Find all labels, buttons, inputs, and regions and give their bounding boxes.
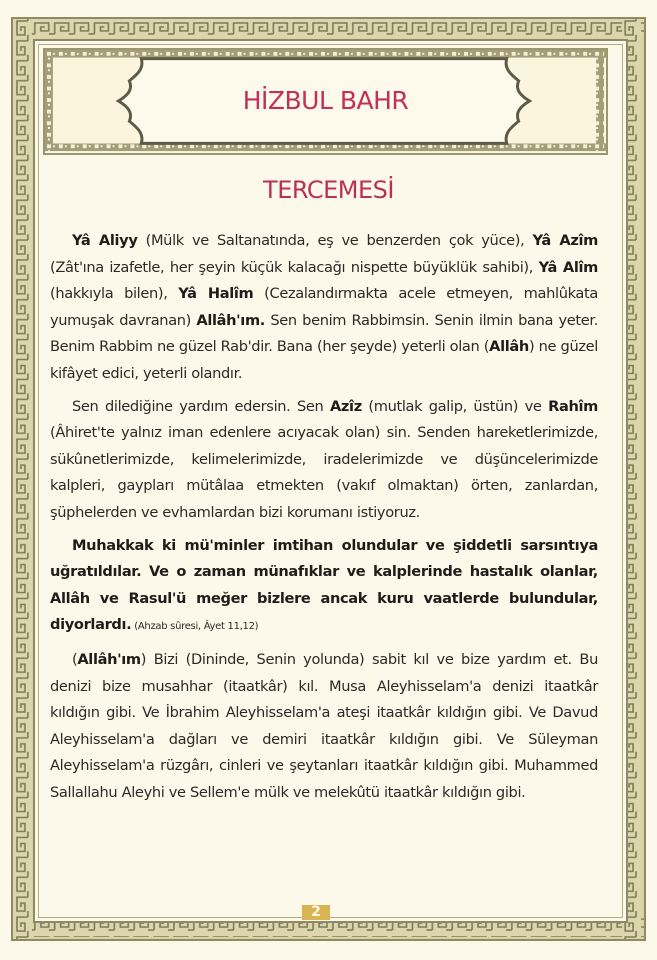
bold-term: Allâh'ım.	[196, 311, 265, 329]
bold-term: Azîz	[329, 397, 362, 415]
text-segment: ) Bizi (Dininde, Senin yolunda) sabit kıl ve bize yardım et. Bu denizi bize musahhar (itaatkâr) kıl. Musa Aleyhisselam'a denizi itaatkâr kıldığın gibi. Ve İbrahim Aleyhisselam'a ateşi itaatkâr kıldığın gibi. Ve Davud Aleyhisselam'a dağları ve demiri itaatkâr kıldığın gibi. Ve Süleyman Aleyhisselam'a rüzgârı, cinleri ve şeytanları itaatkâr kıldığın gibi. Muhammed Sallallahu Aleyhi ve Sellem'e mülk ve melekûtü itaatkâr kıldığın gibi.	[50, 650, 598, 801]
title-banner	[43, 48, 608, 155]
bold-term: Yâ Azîm	[532, 232, 598, 249]
page-number: 2	[302, 905, 330, 920]
paragraph-2	[50, 394, 598, 527]
text-segment: (Cezalandırmakta acele etmeyen, mahlûkata yumuşak davranan)	[50, 285, 598, 329]
quote-text: Muhakkak ki mü'minler imtihan olundular ve şiddetli sarsıntıya uğratıldılar. Ve o zaman münafıklar ve kalplerinde hastalık olanlar, Allâh ve Rasul'ü meğer bizlere ancak kuru vaatlerde bulundular, diyorlardı.	[50, 536, 598, 634]
text-segment: Sen benim Rabbimsin. Senin ilmin bana yeter. Benim Rabbim ne güzel Rab'dir. Bana (her şeyde) yeterli olan (	[50, 311, 598, 356]
section-title: TERCEMESİ	[263, 176, 394, 204]
page-title: HİZBUL BAHR	[242, 86, 409, 115]
bold-term: Yâ Halîm	[178, 285, 254, 303]
text-segment: (Zât'ına izafetle, her şeyin küçük kalacağı nispette büyüklük sahibi),	[50, 258, 539, 276]
text-segment: (mutlak galip, üstün) ve	[361, 397, 549, 415]
bold-term: Allâh'ım	[77, 650, 141, 668]
paragraph-4	[50, 647, 598, 807]
bold-term: Rahîm	[548, 397, 598, 415]
text-segment: (Âhiret'te yalnız iman edenlere acıyacak olan) sin. Senden hareketlerimizde, sükûnetlerimizde, kelimelerimizde, iradelerimizde ve düşüncelerimizde kalpleri, gaypları mütâlaa etmekten (vakıf olmaktan) örten, zanlardan, şüphelerden ve evhamlardan bizi korumanı istiyoruz.	[50, 424, 598, 521]
text-segment: (	[72, 650, 78, 668]
text-segment: Sen dilediğine yardım edersin. Sen	[72, 397, 330, 415]
bold-term: Allâh	[489, 338, 529, 356]
bold-term: Yâ Alîm	[538, 258, 599, 276]
citation: (Ahzab sûresi, Âyet 11,12)	[131, 621, 259, 633]
paragraph-1	[50, 228, 598, 388]
text-segment: (Mülk ve Saltanatında, eş ve benzerden çok yüce),	[137, 232, 533, 249]
body-text	[50, 228, 598, 812]
text-segment: (hakkıyla bilen),	[50, 285, 179, 303]
paragraph-3-quran-quote	[50, 533, 598, 641]
bold-term: Yâ Aliyy	[72, 232, 138, 249]
text-segment: ) ne güzel kifâyet edici, yeterli olandır.	[50, 338, 598, 382]
